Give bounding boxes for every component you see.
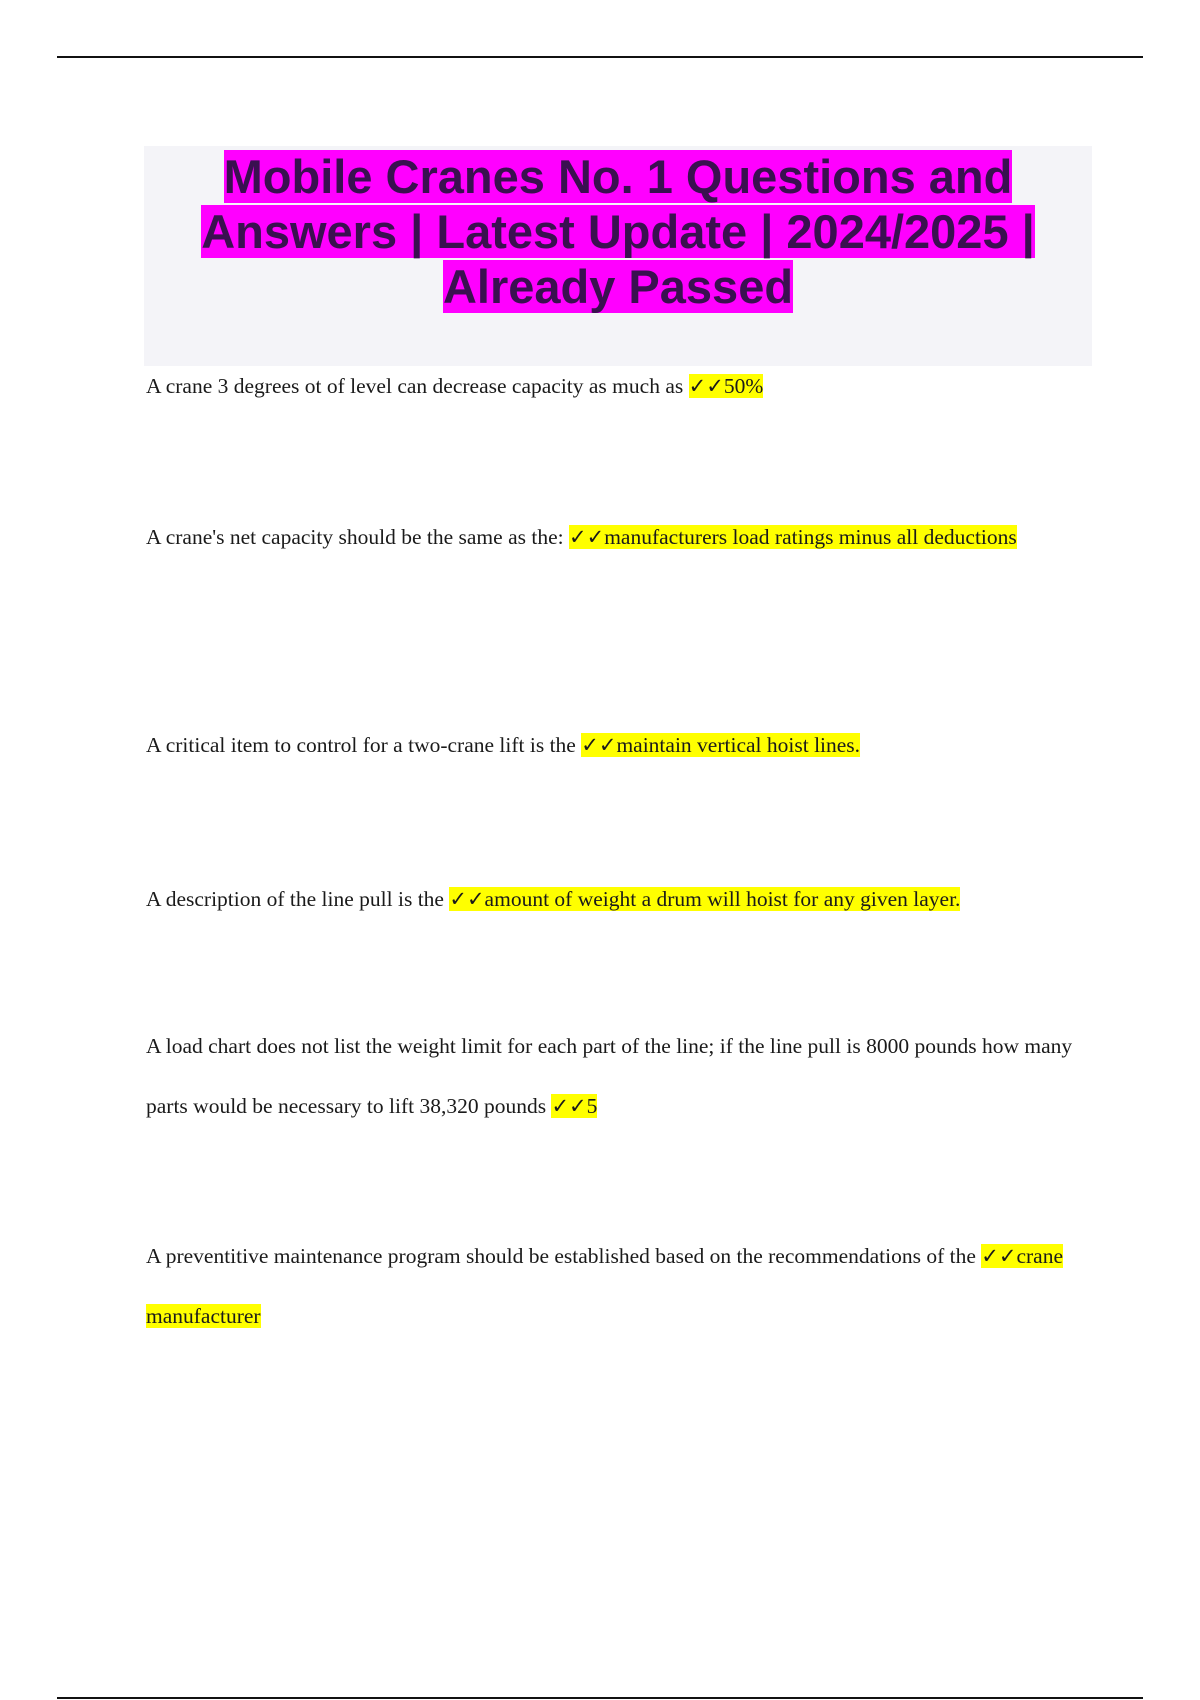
answer-highlight (689, 374, 764, 398)
double-check-icon: ✓✓ (449, 887, 485, 911)
double-check-icon: ✓✓ (551, 1094, 587, 1118)
question-text: A crane 3 degrees ot of level can decrease capacity as much as (146, 374, 689, 398)
document-title-text: Mobile Cranes No. 1 Questions and Answers | Latest Update | 2024/2025 | Already Passed (201, 150, 1035, 313)
answer-text: maintain vertical hoist lines. (616, 733, 861, 757)
title-box (144, 146, 1092, 366)
answer-highlight (449, 887, 960, 911)
answer-highlight (581, 733, 860, 757)
answer-text: 50% (723, 374, 764, 398)
question-text: A description of the line pull is the (146, 887, 450, 911)
question-text: A preventitive maintenance program should be established based on the recommendations of the (146, 1244, 982, 1268)
answer-text: 5 (586, 1094, 598, 1118)
top-rule (57, 56, 1143, 58)
answer-text: crane manufacturer (146, 1244, 1064, 1328)
question-text: A load chart does not list the weight limit for each part of the line; if the line pull is 8000 pounds how many parts would be necessary to lift 38,320 pounds (146, 1034, 1073, 1118)
qa-item-5 (146, 1016, 1086, 1136)
double-check-icon: ✓✓ (581, 733, 617, 757)
question-text: A critical item to control for a two-crane lift is the (146, 733, 582, 757)
qa-item-1 (146, 356, 1086, 416)
answer-text: manufacturers load ratings minus all deductions (604, 525, 1017, 549)
double-check-icon: ✓✓ (688, 374, 724, 398)
qa-item-2 (146, 507, 1086, 567)
qa-item-3 (146, 715, 1086, 775)
answer-highlight (569, 525, 1017, 549)
double-check-icon: ✓✓ (568, 525, 605, 549)
answer-text: amount of weight a drum will hoist for any given layer. (484, 887, 961, 911)
question-text: A crane's net capacity should be the same as the: (146, 525, 569, 549)
bottom-rule (57, 1697, 1143, 1699)
answer-highlight (551, 1094, 597, 1118)
qa-item-4 (146, 869, 1086, 929)
double-check-icon: ✓✓ (981, 1244, 1017, 1268)
document-title (144, 146, 1092, 314)
qa-item-6 (146, 1226, 1086, 1346)
